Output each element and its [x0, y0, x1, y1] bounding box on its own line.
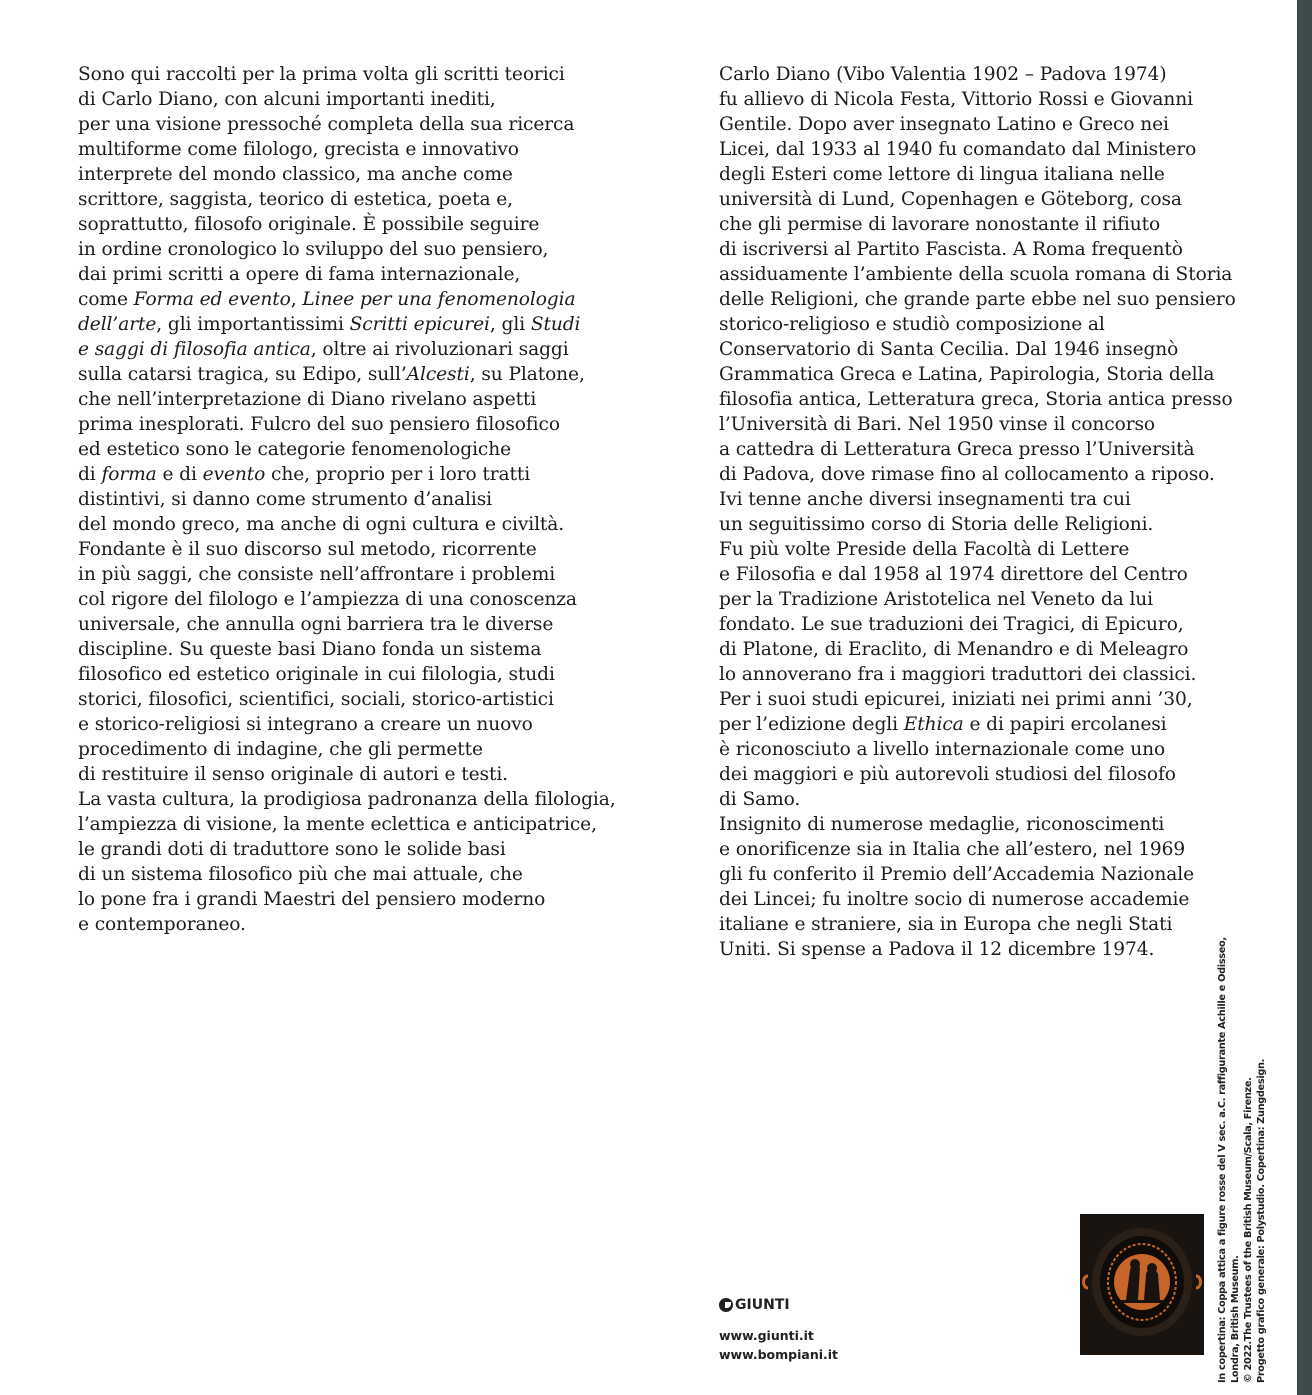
text-line — [719, 612, 1259, 637]
text-line — [78, 212, 638, 237]
text-run: che, proprio per i loro tratti — [265, 464, 531, 485]
text-line — [78, 112, 638, 137]
text-run: delle Religioni, che grande parte ebbe nel suo pensiero — [719, 289, 1236, 310]
text-run: per la Tradizione Aristotelica nel Veneto da lui — [719, 589, 1154, 610]
credit-line: Londra, British Museum. — [1230, 1255, 1241, 1383]
text-line — [719, 62, 1259, 87]
text-run: degli Esteri come lettore di lingua italiana nelle — [719, 164, 1165, 185]
text-line — [719, 112, 1259, 137]
italic-title: e saggi di filosofia antica — [78, 339, 311, 360]
text-run: lo pone fra i grandi Maestri del pensiero moderno — [78, 889, 546, 910]
text-run: fondato. Le sue traduzioni dei Tragici, di Epicuro, — [719, 614, 1184, 635]
text-line — [719, 287, 1259, 312]
text-line — [719, 762, 1259, 787]
text-line — [719, 787, 1259, 812]
text-line — [78, 412, 638, 437]
text-run: dai primi scritti a opere di fama internazionale, — [78, 264, 521, 285]
text-line — [719, 487, 1259, 512]
text-run: di Carlo Diano, con alcuni importanti inediti, — [78, 89, 496, 110]
text-run: ed estetico sono le categorie fenomenologiche — [78, 439, 512, 460]
text-line — [719, 687, 1259, 712]
text-line — [719, 212, 1259, 237]
text-line — [78, 562, 638, 587]
text-line — [719, 87, 1259, 112]
text-line — [78, 387, 638, 412]
italic-title: Ethica — [903, 714, 964, 735]
text-run: a cattedra di Letteratura Greca presso l’Università — [719, 439, 1195, 460]
text-line — [719, 562, 1259, 587]
text-run: scrittore, saggista, teorico di estetica, poeta e, — [78, 189, 513, 210]
text-run: è riconosciuto a livello internazionale come uno — [719, 739, 1166, 760]
text-line — [719, 462, 1259, 487]
text-run: Licei, dal 1933 al 1940 fu comandato dal Ministero — [719, 139, 1197, 160]
text-line — [719, 187, 1259, 212]
text-run: assiduamente l’ambiente della scuola romana di Storia — [719, 264, 1233, 285]
text-run: , su Platone, — [469, 364, 585, 385]
text-run: multiforme come filologo, grecista e innovativo — [78, 139, 519, 160]
text-run: in ordine cronologico lo sviluppo del suo pensiero, — [78, 239, 549, 260]
text-run: e contemporaneo. — [78, 914, 246, 935]
credit-line: In copertina: Coppa attica a figure rosse del V sec. a.C. raffigurante Achille e Odisseo, — [1217, 937, 1228, 1383]
text-line — [719, 162, 1259, 187]
text-run: Ivi tenne anche diversi insegnamenti tra cui — [719, 489, 1131, 510]
text-run: l’Università di Bari. Nel 1950 vinse il concorso — [719, 414, 1156, 435]
text-line — [78, 137, 638, 162]
publisher-logo-text: GIUNTI — [735, 1297, 790, 1313]
text-line — [78, 312, 638, 337]
blurb-left-column — [78, 62, 638, 937]
text-run: le grandi doti di traduttore sono le solide basi — [78, 839, 506, 860]
text-run: procedimento di indagine, che gli permette — [78, 739, 483, 760]
text-run: distintivi, si danno come strumento d’analisi — [78, 489, 492, 510]
text-run: di Platone, di Eraclito, di Menandro e di Meleagro — [719, 639, 1189, 660]
text-run: , — [290, 289, 303, 310]
text-run: e storico-religiosi si integrano a creare un nuovo — [78, 714, 533, 735]
italic-title: dell’arte — [78, 314, 157, 335]
text-run: discipline. Su queste basi Diano fonda un sistema — [78, 639, 542, 660]
text-run: , gli — [489, 314, 531, 335]
publisher-logo — [719, 1297, 790, 1313]
cover-vase-image — [1080, 1214, 1204, 1355]
text-line — [78, 587, 638, 612]
text-line — [78, 862, 638, 887]
text-line — [78, 237, 638, 262]
red-figure-cup-icon — [1080, 1214, 1204, 1355]
text-line — [78, 262, 638, 287]
text-line — [719, 837, 1259, 862]
italic-title: Scritti epicurei — [349, 314, 490, 335]
text-run: che gli permise di lavorare nonostante il rifiuto — [719, 214, 1161, 235]
italic-title: Forma ed evento — [133, 289, 291, 310]
text-run: interprete del mondo classico, ma anche come — [78, 164, 513, 185]
text-line — [719, 512, 1259, 537]
text-run: e Filosofia e dal 1958 al 1974 direttore del Centro — [719, 564, 1188, 585]
text-line — [719, 887, 1259, 912]
cover-credits — [1216, 903, 1268, 1383]
text-run: fu allievo di Nicola Festa, Vittorio Rossi e Giovanni — [719, 89, 1193, 110]
credit-line: Progetto grafico generale: Polystudio. Copertina: Zungdesign. — [1256, 1059, 1267, 1383]
giunti-logo-icon — [719, 1298, 733, 1312]
text-run: di — [78, 464, 102, 485]
text-line — [719, 937, 1259, 962]
text-line — [78, 87, 638, 112]
text-run: lo annoverano fra i maggiori traduttori dei classici. — [719, 664, 1197, 685]
website-bompiani[interactable]: www.bompiani.it — [719, 1347, 839, 1362]
text-run: di Padova, dove rimase fino al collocamento a riposo. — [719, 464, 1215, 485]
text-line — [78, 187, 638, 212]
text-line — [78, 512, 638, 537]
text-line — [78, 162, 638, 187]
publisher-websites — [719, 1326, 838, 1364]
text-line — [719, 262, 1259, 287]
text-line — [78, 737, 638, 762]
text-line — [719, 237, 1259, 262]
author-bio-right-column — [719, 62, 1259, 962]
text-run: Sono qui raccolti per la prima volta gli scritti teorici — [78, 64, 565, 85]
text-run: Fu più volte Preside della Facoltà di Lettere — [719, 539, 1130, 560]
text-run: Conservatorio di Santa Cecilia. Dal 1946 insegnò — [719, 339, 1179, 360]
text-line — [78, 62, 638, 87]
text-line — [78, 787, 638, 812]
text-line — [719, 437, 1259, 462]
text-run: del mondo greco, ma anche di ogni cultura e civiltà. — [78, 514, 565, 535]
text-run: Carlo Diano (Vibo Valentia 1902 – Padova 1974) — [719, 64, 1167, 85]
text-line — [719, 412, 1259, 437]
text-line — [78, 762, 638, 787]
text-line — [78, 487, 638, 512]
text-run: storico-religioso e studiò composizione al — [719, 314, 1105, 335]
text-line — [78, 337, 638, 362]
text-run: universale, che annulla ogni barriera tra le diverse — [78, 614, 554, 635]
credit-line: © 2022.The Trustees of the British Museum/Scala, Firenze. — [1243, 1077, 1254, 1383]
text-line — [719, 387, 1259, 412]
text-run: italiane e straniere, sia in Europa che negli Stati — [719, 914, 1173, 935]
text-line — [78, 362, 638, 387]
text-run: dei Lincei; fu inoltre socio di numerose accademie — [719, 889, 1190, 910]
text-run: Insignito di numerose medaglie, riconoscimenti — [719, 814, 1165, 835]
text-run: e di papiri ercolanesi — [963, 714, 1167, 735]
text-run: Uniti. Si spense a Padova il 12 dicembre 1974. — [719, 939, 1155, 960]
text-run: Gentile. Dopo aver insegnato Latino e Greco nei — [719, 114, 1169, 135]
text-line — [719, 587, 1259, 612]
text-run: e onorificenze sia in Italia che all’estero, nel 1969 — [719, 839, 1186, 860]
italic-title: evento — [202, 464, 266, 485]
text-run: di un sistema filosofico più che mai attuale, che — [78, 864, 523, 885]
text-run: filosofia antica, Letteratura greca, Storia antica presso — [719, 389, 1233, 410]
text-run: soprattutto, filosofo originale. È possibile seguire — [78, 214, 540, 235]
text-run: e di — [156, 464, 203, 485]
text-run: Grammatica Greca e Latina, Papirologia, Storia della — [719, 364, 1215, 385]
text-line — [78, 662, 638, 687]
text-run: La vasta cultura, la prodigiosa padronanza della filologia, — [78, 789, 616, 810]
text-line — [719, 312, 1259, 337]
text-run: un seguitissimo corso di Storia delle Religioni. — [719, 514, 1154, 535]
text-run: , oltre ai rivoluzionari saggi — [310, 339, 569, 360]
text-run: per l’edizione degli — [719, 714, 904, 735]
text-line — [78, 537, 638, 562]
text-run: università di Lund, Copenhagen e Göteborg, cosa — [719, 189, 1182, 210]
text-line — [78, 637, 638, 662]
text-line — [78, 812, 638, 837]
text-run: filosofico ed estetico originale in cui filologia, studi — [78, 664, 555, 685]
text-line — [78, 612, 638, 637]
text-run: Per i suoi studi epicurei, iniziati nei primi anni ’30, — [719, 689, 1193, 710]
text-run: in più saggi, che consiste nell’affrontare i problemi — [78, 564, 556, 585]
text-line — [719, 337, 1259, 362]
text-line — [719, 537, 1259, 562]
text-line — [78, 462, 638, 487]
text-run: , gli importantissimi — [156, 314, 350, 335]
text-line — [78, 887, 638, 912]
italic-title: Alcesti — [406, 364, 470, 385]
text-run: storici, filosofici, scientifici, sociali, storico-artistici — [78, 689, 554, 710]
text-line — [78, 287, 638, 312]
text-run: gli fu conferito il Premio dell’Accademia Nazionale — [719, 864, 1194, 885]
text-line — [78, 687, 638, 712]
text-run: col rigore del filologo e l’ampiezza di una conoscenza — [78, 589, 577, 610]
text-line — [719, 812, 1259, 837]
text-line — [719, 912, 1259, 937]
text-run: di restituire il senso originale di autori e testi. — [78, 764, 508, 785]
text-line — [719, 362, 1259, 387]
italic-title: Linee per una fenomenologia — [302, 289, 576, 310]
text-run: Fondante è il suo discorso sul metodo, ricorrente — [78, 539, 537, 560]
text-line — [78, 837, 638, 862]
text-line — [719, 637, 1259, 662]
text-line — [78, 437, 638, 462]
text-run: l’ampiezza di visione, la mente eclettica e anticipatrice, — [78, 814, 597, 835]
text-run: per una visione pressoché completa della sua ricerca — [78, 114, 575, 135]
text-line — [719, 737, 1259, 762]
text-line — [719, 712, 1259, 737]
text-line — [78, 712, 638, 737]
italic-title: Studi — [530, 314, 581, 335]
spine-edge — [1297, 0, 1312, 1395]
italic-title: forma — [101, 464, 157, 485]
text-line — [719, 662, 1259, 687]
text-run: come — [78, 289, 134, 310]
text-run: che nell’interpretazione di Diano rivelano aspetti — [78, 389, 537, 410]
text-run: di iscriversi al Partito Fascista. A Roma frequentò — [719, 239, 1183, 260]
text-run: prima inesplorati. Fulcro del suo pensiero filosofico — [78, 414, 560, 435]
text-run: dei maggiori e più autorevoli studiosi del filosofo — [719, 764, 1176, 785]
text-run: sulla catarsi tragica, su Edipo, sull’ — [78, 364, 407, 385]
website-giunti[interactable]: www.giunti.it — [719, 1328, 814, 1343]
text-line — [719, 137, 1259, 162]
text-line — [719, 862, 1259, 887]
text-line — [78, 912, 638, 937]
text-run: di Samo. — [719, 789, 801, 810]
